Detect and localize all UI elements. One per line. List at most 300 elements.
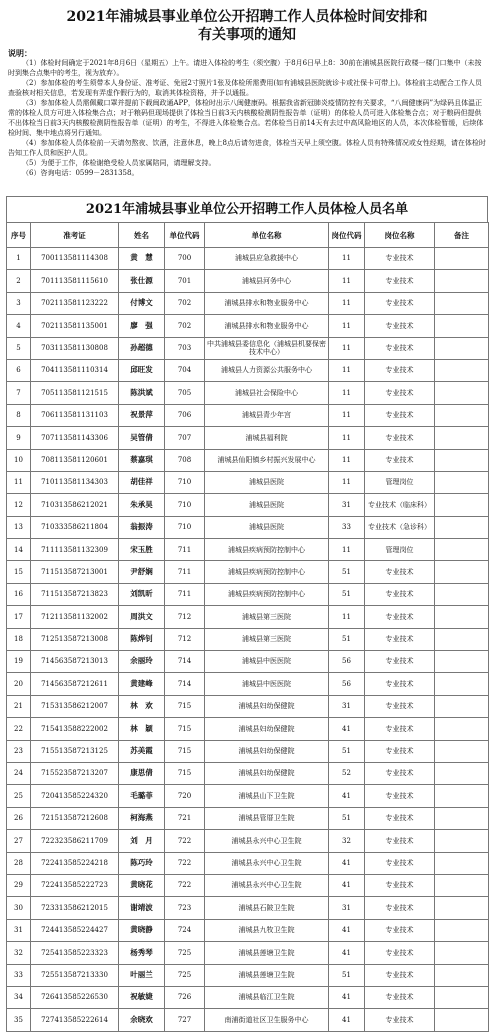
candidate-name-cell: 陈巧玲 [119,852,165,874]
candidate-name-cell: 林 颖 [119,718,165,740]
remark-cell [435,427,489,449]
row-number-cell: 14 [7,539,31,561]
unit-name-cell: 浦城县医院 [205,471,329,493]
post-name-cell: 专业技术 [365,382,435,404]
post-name-cell: 专业技术 [365,270,435,292]
table-row [7,248,489,270]
row-number-cell: 10 [7,449,31,471]
unit-code-cell: 711 [165,539,205,561]
post-name-cell: 专业技术 [365,807,435,829]
row-number-cell: 12 [7,494,31,516]
post-name-cell: 专业技术 [365,1009,435,1031]
unit-name-cell: 浦城县第三医院 [205,628,329,650]
remark-cell [435,830,489,852]
row-number-cell: 32 [7,942,31,964]
row-number-cell: 4 [7,315,31,337]
post-code-cell: 31 [329,494,365,516]
unit-code-cell: 722 [165,852,205,874]
row-number-cell: 34 [7,986,31,1008]
remark-cell [435,762,489,784]
post-code-cell: 11 [329,427,365,449]
row-number-cell: 28 [7,852,31,874]
post-name-cell: 专业技术 [365,785,435,807]
unit-name-cell: 浦城县疾病预防控制中心 [205,561,329,583]
remark-cell [435,919,489,941]
exam-ticket-cell: 708113581120601 [31,449,119,471]
remark-cell [435,270,489,292]
candidate-name-cell: 胡佳祥 [119,471,165,493]
exam-ticket-cell: 725513587213330 [31,964,119,986]
post-name-cell: 专业技术 [365,740,435,762]
post-name-cell: 专业技术 [365,427,435,449]
table-row [7,494,489,516]
exam-ticket-cell: 715513587213125 [31,740,119,762]
exam-ticket-cell: 710113581134303 [31,471,119,493]
remark-cell [435,807,489,829]
remark-cell [435,785,489,807]
post-name-cell: 管理岗位 [365,539,435,561]
remark-cell [435,874,489,896]
post-name-cell: 专业技术 [365,248,435,270]
row-number-cell: 16 [7,583,31,605]
exam-ticket-cell: 710333586211804 [31,516,119,538]
row-number-cell: 29 [7,874,31,896]
table-row [7,919,489,941]
notice-item: （6）咨询电话：0599－2831358。 [22,169,139,177]
candidate-name-cell: 黄晓花 [119,874,165,896]
unit-code-cell: 708 [165,449,205,471]
unit-code-cell: 722 [165,874,205,896]
unit-code-cell: 712 [165,606,205,628]
exam-ticket-cell: 701113581115610 [31,270,119,292]
unit-name-cell: 中共浦城县委信息化（浦城县机要保密技术中心） [205,337,329,359]
unit-name-cell: 浦城县妇幼保健院 [205,740,329,762]
table-row [7,673,489,695]
remark-cell [435,583,489,605]
post-code-cell: 11 [329,292,365,314]
row-number-cell: 21 [7,695,31,717]
remark-cell [435,651,489,673]
row-number-cell: 7 [7,382,31,404]
notice-title-line2: 有关事项的通知 [198,27,296,43]
candidate-name-cell: 祝敏婕 [119,986,165,1008]
unit-code-cell: 722 [165,830,205,852]
post-name-cell: 专业技术 [365,852,435,874]
post-name-cell: 专业技术（急诊科） [365,516,435,538]
post-code-cell: 41 [329,874,365,896]
row-number-cell: 25 [7,785,31,807]
unit-name-cell: 浦城县永兴中心卫生院 [205,874,329,896]
post-name-cell: 专业技术 [365,315,435,337]
unit-name-cell: 浦城县中医医院 [205,673,329,695]
candidate-name-cell: 苏美霞 [119,740,165,762]
post-code-cell: 41 [329,852,365,874]
post-code-cell: 41 [329,919,365,941]
candidate-name-cell: 毛璐菲 [119,785,165,807]
exam-ticket-cell: 703113581130808 [31,337,119,359]
post-name-cell: 专业技术 [365,964,435,986]
table-row [7,449,489,471]
unit-code-cell: 707 [165,427,205,449]
candidate-name-cell: 周洪文 [119,606,165,628]
unit-name-cell: 浦城县第三医院 [205,606,329,628]
candidate-name-cell: 余丽玲 [119,651,165,673]
post-code-cell: 11 [329,315,365,337]
candidate-name-cell: 刘凯昕 [119,583,165,605]
unit-code-cell: 715 [165,695,205,717]
unit-name-cell: 浦城县排水和物业服务中心 [205,292,329,314]
unit-code-cell: 705 [165,382,205,404]
post-code-cell: 32 [329,830,365,852]
exam-ticket-cell: 722323586211709 [31,830,119,852]
candidate-name-cell: 翁振涛 [119,516,165,538]
exam-ticket-cell: 706113581131103 [31,404,119,426]
header-cell: 序号 [7,223,31,248]
table-row [7,897,489,919]
row-number-cell: 11 [7,471,31,493]
remark-cell [435,964,489,986]
row-number-cell: 9 [7,427,31,449]
unit-name-cell: 浦城县河务中心 [205,270,329,292]
post-name-cell: 专业技术 [365,628,435,650]
table-row [7,606,489,628]
notice-label: 说明： [8,48,32,58]
exam-ticket-cell: 721513587212608 [31,807,119,829]
header-cell: 岗位代码 [329,223,365,248]
post-code-cell: 11 [329,471,365,493]
table-row [7,427,489,449]
post-name-cell: 专业技术 [365,762,435,784]
remark-cell [435,695,489,717]
candidate-name-cell: 廖 强 [119,315,165,337]
post-code-cell: 33 [329,516,365,538]
unit-name-cell: 浦城县福利院 [205,427,329,449]
remark-cell [435,1009,489,1031]
table-row [7,337,489,359]
post-name-cell: 专业技术 [365,583,435,605]
unit-name-cell: 浦城县临江卫生院 [205,986,329,1008]
candidate-name-cell: 黄建峰 [119,673,165,695]
candidate-name-cell: 尹舒娴 [119,561,165,583]
unit-code-cell: 727 [165,1009,205,1031]
exam-ticket-cell: 704113581110314 [31,359,119,381]
remark-cell [435,852,489,874]
post-code-cell: 56 [329,651,365,673]
exam-ticket-cell: 715313586212007 [31,695,119,717]
remark-cell [435,248,489,270]
table-row [7,628,489,650]
unit-code-cell: 720 [165,785,205,807]
unit-name-cell: 浦城县妇幼保健院 [205,695,329,717]
candidate-name-cell: 吴管倩 [119,427,165,449]
unit-code-cell: 715 [165,718,205,740]
table-row [7,539,489,561]
unit-name-cell: 浦城县妇幼保健院 [205,718,329,740]
unit-code-cell: 703 [165,337,205,359]
post-code-cell: 11 [329,449,365,471]
unit-name-cell: 南浦街道社区卫生服务中心 [205,1009,329,1031]
post-code-cell: 56 [329,673,365,695]
post-code-cell: 51 [329,740,365,762]
candidate-name-cell: 祝景萍 [119,404,165,426]
post-name-cell: 专业技术 [365,718,435,740]
unit-name-cell: 浦城县山下卫生院 [205,785,329,807]
header-cell: 姓名 [119,223,165,248]
exam-ticket-cell: 714563587212611 [31,673,119,695]
post-code-cell: 11 [329,337,365,359]
exam-ticket-cell: 710313586212021 [31,494,119,516]
post-name-cell: 专业技术 [365,606,435,628]
header-cell: 岗位名称 [365,223,435,248]
post-name-cell: 专业技术 [365,404,435,426]
remark-cell [435,718,489,740]
unit-name-cell: 浦城县医院 [205,516,329,538]
exam-ticket-cell: 726413585226530 [31,986,119,1008]
table-row [7,964,489,986]
row-number-cell: 2 [7,270,31,292]
remark-cell [435,292,489,314]
post-code-cell: 51 [329,964,365,986]
candidate-name-cell: 黄 慧 [119,248,165,270]
unit-name-cell: 浦城县人力资源公共服务中心 [205,359,329,381]
remark-cell [435,673,489,695]
row-number-cell: 22 [7,718,31,740]
unit-code-cell: 710 [165,471,205,493]
candidate-name-cell: 黄晓静 [119,919,165,941]
unit-name-cell: 浦城县永兴中心卫生院 [205,852,329,874]
candidate-name-cell: 陈洪斌 [119,382,165,404]
post-name-cell: 专业技术 [365,561,435,583]
table-row [7,292,489,314]
table-row [7,561,489,583]
post-name-cell: 专业技术 [365,830,435,852]
remark-cell [435,539,489,561]
unit-name-cell: 浦城县莲塘卫生院 [205,964,329,986]
post-name-cell: 专业技术 [365,986,435,1008]
remark-cell [435,471,489,493]
exam-ticket-cell: 705113581121515 [31,382,119,404]
notice-body [0,44,494,196]
unit-name-cell: 浦城县社会保险中心 [205,382,329,404]
exam-ticket-cell: 715523587213207 [31,762,119,784]
candidate-name-cell: 刘 月 [119,830,165,852]
table-row [7,852,489,874]
row-number-cell: 8 [7,404,31,426]
exam-ticket-cell: 702113581135001 [31,315,119,337]
exam-ticket-cell: 702113581123222 [31,292,119,314]
unit-code-cell: 714 [165,673,205,695]
table-row [7,382,489,404]
row-number-cell: 20 [7,673,31,695]
post-name-cell: 专业技术 [365,919,435,941]
post-code-cell: 11 [329,382,365,404]
unit-name-cell: 浦城县医院 [205,494,329,516]
post-code-cell: 52 [329,762,365,784]
post-name-cell: 管理岗位 [365,471,435,493]
table-row [7,270,489,292]
candidate-name-cell: 孙超德 [119,337,165,359]
row-number-cell: 30 [7,897,31,919]
row-number-cell: 6 [7,359,31,381]
table-row [7,404,489,426]
table-row [7,516,489,538]
post-name-cell: 专业技术 [365,651,435,673]
unit-name-cell: 浦城县疾病预防控制中心 [205,583,329,605]
remark-cell [435,449,489,471]
candidate-name-cell: 杨秀琴 [119,942,165,964]
exam-ticket-cell: 707113581143306 [31,427,119,449]
post-code-cell: 41 [329,785,365,807]
exam-ticket-cell: 722413585224218 [31,852,119,874]
candidate-name-cell: 柯海燕 [119,807,165,829]
notice-item: （1）体检时间确定于2021年8月6日（星期五）上午。请进入体检的考生（须空腹）于8月6日早上8：30前在浦城县医院行政楼一楼门口集中（未按时到集合点集中的考生，视为放弃）。 [8,59,482,77]
row-number-cell: 3 [7,292,31,314]
table-row [7,359,489,381]
notice-item: （3）参加体检人员需佩戴口罩并提前下载闽政通APP，体检时出示八闽健康码。根据我省新冠肺炎疫情防控有关要求，“八闽健康码”为绿码且体温正常的体检人员方可进入体检集合点；对于粮码但现场提供了体检当日前3天内核酸检测阴性报告单（证明）的体检人员可进入体检集合点；对于粮码但提供不出体检当日前3天内核酸检测阴性报告单（证明）的考生，不得进入体检集合点。若体检当日前14天有去过中高风险地区的人员，本次体检暂缓，后续体检时间、集中地点将另行通知。 [8,99,484,137]
post-code-cell: 51 [329,583,365,605]
candidate-table [6,222,489,1032]
post-code-cell: 11 [329,359,365,381]
unit-code-cell: 712 [165,628,205,650]
table-row [7,695,489,717]
remark-cell [435,494,489,516]
post-code-cell: 11 [329,606,365,628]
row-number-cell: 17 [7,606,31,628]
unit-code-cell: 724 [165,919,205,941]
table-row [7,785,489,807]
post-name-cell: 专业技术 [365,942,435,964]
candidate-name-cell: 陈烨钊 [119,628,165,650]
post-code-cell: 51 [329,628,365,650]
row-number-cell: 23 [7,740,31,762]
header-cell: 单位代码 [165,223,205,248]
unit-code-cell: 723 [165,897,205,919]
row-number-cell: 33 [7,964,31,986]
post-code-cell: 51 [329,807,365,829]
exam-ticket-cell: 720413585224320 [31,785,119,807]
notice-item: （2）参加体检的考生须带本人身份证、准考证、免冠2寸照片1张及体检所需费用(如有浦城县医院就诊卡或社保卡可带上)。体检前主动配合工作人员查验核对相关信息，若发现有弄虚作假行为的，取消其体检资格，并予以通报。 [8,79,482,97]
unit-code-cell: 710 [165,494,205,516]
exam-ticket-cell: 712113581132002 [31,606,119,628]
unit-code-cell: 726 [165,986,205,1008]
exam-ticket-cell: 711113581132309 [31,539,119,561]
candidate-name-cell: 康思倩 [119,762,165,784]
exam-ticket-cell: 711513587213823 [31,583,119,605]
remark-cell [435,516,489,538]
remark-cell [435,628,489,650]
table-row [7,718,489,740]
post-name-cell: 专业技术 [365,337,435,359]
header-cell: 备注 [435,223,489,248]
post-name-cell: 专业技术 [365,673,435,695]
unit-code-cell: 725 [165,964,205,986]
post-code-cell: 31 [329,695,365,717]
post-code-cell: 41 [329,1009,365,1031]
row-number-cell: 26 [7,807,31,829]
row-number-cell: 5 [7,337,31,359]
post-code-cell: 41 [329,942,365,964]
candidate-name-cell: 余晓欢 [119,1009,165,1031]
unit-code-cell: 715 [165,762,205,784]
unit-code-cell: 714 [165,651,205,673]
unit-code-cell: 725 [165,942,205,964]
candidate-name-cell: 宋玉胜 [119,539,165,561]
post-name-cell: 专业技术 [365,359,435,381]
candidate-name-cell: 林 欢 [119,695,165,717]
table-row [7,651,489,673]
unit-name-cell: 浦城县疾病预防控制中心 [205,539,329,561]
table-row [7,1009,489,1031]
row-number-cell: 18 [7,628,31,650]
candidate-name-cell: 谢靖波 [119,897,165,919]
row-number-cell: 15 [7,561,31,583]
row-number-cell: 24 [7,762,31,784]
unit-code-cell: 706 [165,404,205,426]
post-name-cell: 专业技术 [365,292,435,314]
notice-item: （5）为便于工作，体检谢绝受检人员家属陪同，请理解支持。 [22,159,216,167]
post-code-cell: 11 [329,404,365,426]
unit-name-cell: 浦城县排水和物业服务中心 [205,315,329,337]
unit-name-cell: 浦城县石陂卫生院 [205,897,329,919]
unit-code-cell: 711 [165,583,205,605]
row-number-cell: 31 [7,919,31,941]
remark-cell [435,606,489,628]
exam-ticket-cell: 700113581114308 [31,248,119,270]
table-row [7,807,489,829]
row-number-cell: 27 [7,830,31,852]
unit-code-cell: 701 [165,270,205,292]
notice-title-line1: 2021年浦城县事业单位公开招聘工作人员体检时间安排和 [66,9,428,25]
post-name-cell: 专业技术 [365,449,435,471]
candidate-name-cell: 蔡嘉琪 [119,449,165,471]
exam-ticket-cell: 723313586212015 [31,897,119,919]
remark-cell [435,561,489,583]
candidate-name-cell: 张仕源 [119,270,165,292]
notice-item: （4）参加体检人员体检前一天请勿熬夜、饮酒，注意休息，晚上8点后请勿进食，体检当天早上须空腹。体检人员有特殊情况或女性经期，请在体检时告知工作人员和医护人员。 [8,139,486,157]
unit-code-cell: 700 [165,248,205,270]
exam-ticket-cell: 715413588222002 [31,718,119,740]
unit-name-cell: 浦城县仙阳镇乡村振兴发展中心 [205,449,329,471]
unit-name-cell: 浦城县中医医院 [205,651,329,673]
candidate-name-cell: 叶丽兰 [119,964,165,986]
post-name-cell: 专业技术 [365,897,435,919]
notice-title [0,0,494,44]
unit-name-cell: 浦城县管厝卫生院 [205,807,329,829]
remark-cell [435,740,489,762]
remark-cell [435,404,489,426]
post-code-cell: 41 [329,718,365,740]
header-cell: 单位名称 [205,223,329,248]
unit-code-cell: 702 [165,292,205,314]
exam-ticket-cell: 722413585222723 [31,874,119,896]
row-number-cell: 13 [7,516,31,538]
post-code-cell: 11 [329,270,365,292]
table-row [7,830,489,852]
candidate-name-cell: 朱承昊 [119,494,165,516]
table-row [7,740,489,762]
exam-ticket-cell: 727413585222614 [31,1009,119,1031]
table-row [7,986,489,1008]
unit-code-cell: 702 [165,315,205,337]
unit-code-cell: 721 [165,807,205,829]
post-code-cell: 31 [329,897,365,919]
exam-ticket-cell: 711513587213001 [31,561,119,583]
remark-cell [435,359,489,381]
unit-name-cell: 浦城县莲塘卫生院 [205,942,329,964]
unit-code-cell: 715 [165,740,205,762]
unit-code-cell: 711 [165,561,205,583]
unit-name-cell: 浦城县应急救援中心 [205,248,329,270]
